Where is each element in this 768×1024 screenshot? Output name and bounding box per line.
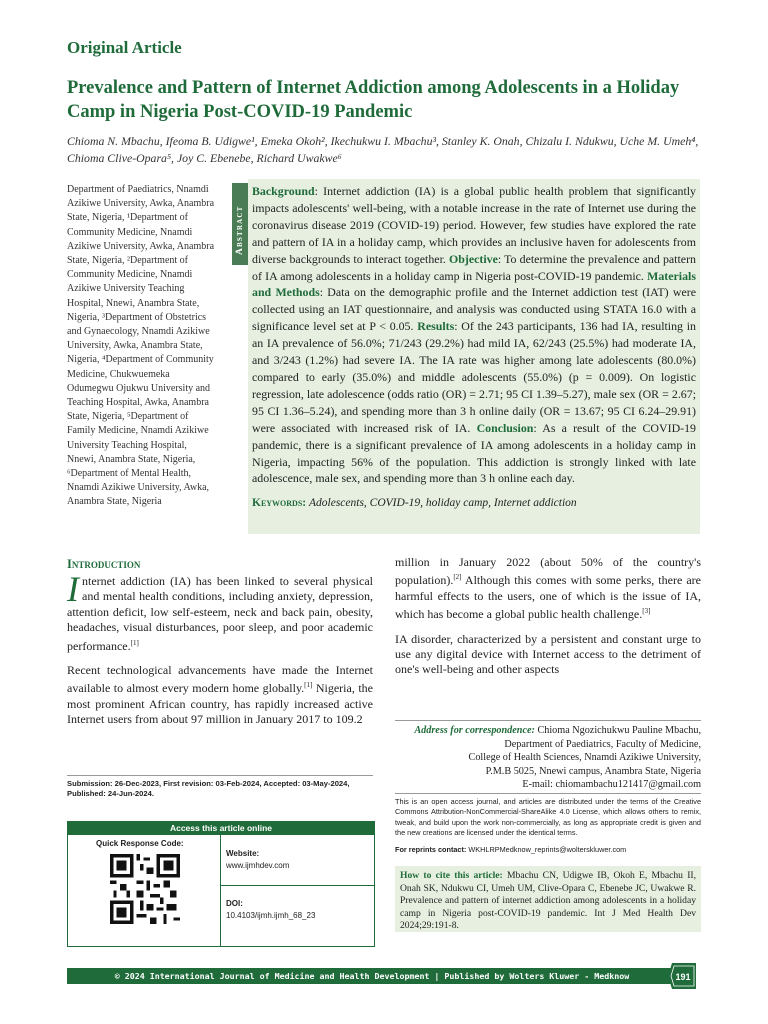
background-text: : Internet addiction (IA) is a global public health problem that significantly impacts adolescents' well-being, with a notable increase in the rate of Internet use during the coronavirus disease 2019 (COVID-19) period. However, few studies have explored the rate and pattern of IA in a holiday camp, which provides an inclusive haven for adolescents from diverse backgrounds to interact together. — [252, 184, 696, 266]
intro-column-right — [395, 555, 701, 687]
background-label: Background — [252, 184, 315, 198]
correspondence-line-1: Department of Paediatrics, Faculty of Medicine, — [504, 738, 701, 750]
website-label: Website: — [226, 849, 260, 858]
access-box — [67, 821, 375, 947]
publication-dates: Submission: 26-Dec-2023, First revision: 03-Feb-2024, Accepted: 03-May-2024, Published: 24-Jun-2024. — [67, 775, 373, 799]
reprints — [395, 845, 701, 854]
abstract-panel — [248, 179, 700, 534]
page-number-badge — [668, 963, 696, 989]
abstract-tab-label: Abstract — [235, 205, 245, 255]
intro-column-left — [67, 569, 373, 737]
abstract-tab — [232, 183, 248, 265]
intro-heading: Introduction — [67, 557, 141, 571]
correspondence-line-3: P.M.B 5025, Nnewi campus, Anambra State, Nigeria — [485, 765, 701, 777]
access-header: Access this article online — [68, 822, 374, 835]
footer-bar: © 2024 International Journal of Medicine and Health Development | Published by Wolters Kluwer - Medknow — [67, 968, 677, 984]
objective-label: Objective — [449, 251, 498, 266]
access-divider-vertical — [220, 835, 221, 946]
correspondence-label: Address for correspondence: — [414, 725, 535, 736]
results-label: Results — [417, 319, 455, 334]
intro-p2a-text: Recent technological advancements have made the Internet available to almost every modern home globally. — [67, 663, 373, 696]
intro-r1a-text: million in January 2022 (about 50% of the country's population). — [395, 555, 701, 588]
objective-text: : To determine the prevalence and pattern of IA among adolescents in a holiday camp in Nigeria post-COVID-19 pandemic. — [252, 251, 696, 283]
reprints-email[interactable]: WKHLRPMedknow_reprints@wolterskluwer.com — [466, 845, 627, 854]
intro-p2b-text: Nigeria, the most prominent African country, has rapidly increased active Internet users from about 97 million in January 2017 to 109.2 — [67, 681, 373, 727]
cite-text: Mbachu CN, Udigwe IB, Okoh E, Mbachu II, Onah SK, Ndukwu CI, Umeh UM, Clive-Opara C, Ebenebe JC, Uwakwe R. Prevalence and pattern of internet addiction among adolescents in a holiday camp in Nigeria post-COVID-19 pandemic. Int J Med Health Dev 2024;29:191-8. — [400, 870, 696, 931]
intro-r1b-text: Although this comes with some perks, there are harmful effects to the users, one of which is the issue of IA, which has become a global public health challenge. — [395, 573, 701, 622]
methods-label: Materials and Methods — [252, 268, 696, 300]
ref-2[interactable]: [2] — [453, 573, 462, 582]
reprints-label: For reprints contact: — [395, 845, 467, 854]
intro-paragraph-1 — [67, 569, 373, 654]
access-divider-horizontal — [220, 885, 374, 886]
doi-link[interactable]: 10.4103/ijmh.ijmh_68_23 — [226, 911, 316, 920]
website-link[interactable]: www.ijmhdev.com — [226, 861, 290, 870]
correspondence — [395, 720, 701, 792]
section-label: Original Article — [67, 38, 182, 57]
keywords-text: Adolescents, COVID-19, holiday camp, Internet addiction — [309, 497, 577, 510]
citation-box — [395, 866, 701, 932]
ref-1b[interactable]: [1] — [304, 681, 313, 690]
keywords-label: Keywords: — [252, 497, 307, 510]
dropcap: I — [67, 569, 79, 609]
conclusion-label: Conclusion — [476, 420, 534, 435]
correspondence-line-2: College of Health Sciences, Nnamdi Azikiwe University, — [468, 752, 701, 763]
ref-1[interactable]: [1] — [130, 638, 139, 647]
intro-paragraph-3 — [395, 555, 701, 623]
intro-paragraph-4: IA disorder, characterized by a persistent and constant urge to use any digital device with Internet access to the detriment of one's well-being and other aspects — [395, 631, 701, 677]
ref-3[interactable]: [3] — [642, 607, 651, 616]
keywords — [252, 495, 696, 512]
affiliations: Department of Paediatrics, Nnamdi Azikiwe University, Awka, Anambra State, Nigeria, ¹Department of Community Medicine, Nnamdi Azikiwe University, Awka, Anambra State, Nigeria, ²Department of Community Medicine, Nnamdi Azikiwe University Teaching Hospital, Nnewi, Anambra State, Nigeria, ³Department of Obstetrics and Gynaecology, Nnamdi Azikiwe University, Awka, Anambra State, Nigeria, ⁴Department of Community Medicine, Chukwuemeka Odumegwu Ojukwu University and Teaching Hospital, Awka, Anambra State, Nigeria, ⁵Department of Family Medicine, Nnamdi Azikiwe University Teaching Hospital, Nnewi, Anambra State, Nigeria, ⁶Department of Mental Health, Nnamdi Azikiwe University, Awka, Anambra State, Nigeria — [67, 184, 215, 508]
license-text: This is an open access journal, and articles are distributed under the terms of the Creative Commons Attribution-NonCommercial-ShareAlike 4.0 License, which allows others to remix, tweak, and build upon the work non-commercially, as long as appropriate credit is given and the new creations are licensed under the identical terms. — [395, 793, 701, 838]
correspondence-email[interactable]: E-mail: chiomambachu121417@gmail.com — [522, 779, 701, 790]
conclusion-text: : As a result of the COVID-19 pandemic, there is a significant prevalence of IA among adolescents in a holiday camp in Nigeria, impacting 56% of the population. This addiction is strongly linked with late adolescence, male sex, and spending more than 3 h online each day. — [252, 420, 697, 486]
intro-paragraph-2 — [67, 663, 373, 728]
methods-text: : Data on the demographic profile and the Internet addiction test (IAT) were collected using an IAT questionnaire, and analysis was conducted using STATA 16.0 with a significance level set at P < 0.05. — [252, 285, 696, 334]
cite-label: How to cite this article: — [400, 870, 503, 881]
author-list: Chioma N. Mbachu, Ifeoma B. Udigwe¹, Emeka Okoh², Ikechukwu I. Mbachu³, Stanley K. Onah, Chizalu I. Ndukwu, Uche M. Umeh⁴, Chioma Clive-Opara⁵, Joy C. Ebenebe, Richard Uwakwe⁶ — [67, 134, 699, 165]
correspondence-name: Chioma Ngozichukwu Pauline Mbachu, — [534, 725, 701, 736]
page-number: 191 — [675, 972, 691, 982]
article-title: Prevalence and Pattern of Internet Addiction among Adolescents in a Holiday Camp in Nigeria Post-COVID-19 Pandemic — [67, 78, 680, 122]
results-text: : Of the 243 participants, 136 had IA, resulting in an IA prevalence of 56.0%; 71/243 (29.2%) had mild IA, 62/243 (25.5%) had moderate IA, and 3/243 (1.2%) had severe IA. The IA rate was higher among late adolescents (80.0%) compared to early (35.0%) and middle adolescents (55.0%) (p = 0.009). On logistic regression, late adolescence (odds ratio (OR) = 2.71; 95 CI 1.39–5.27), male sex (OR = 2.67; 95 CI 1.36–5.24), and spending more than 3 h online daily (OR = 13.67; 95 CI 6.24–29.91) were associated with increased risk of IA. — [252, 319, 696, 435]
qr-label: Quick Response Code: — [96, 839, 184, 848]
qr-code-icon[interactable] — [110, 854, 180, 924]
doi-label: DOI: — [226, 899, 243, 908]
intro-p1-text: nternet addiction (IA) has been linked to several physical and mental health conditions, including anxiety, depression, attention deficit, low self-esteem, neck and back pain, obesity, headaches, visual disturbances, poor sleep, and poor academic performance. — [67, 574, 373, 653]
